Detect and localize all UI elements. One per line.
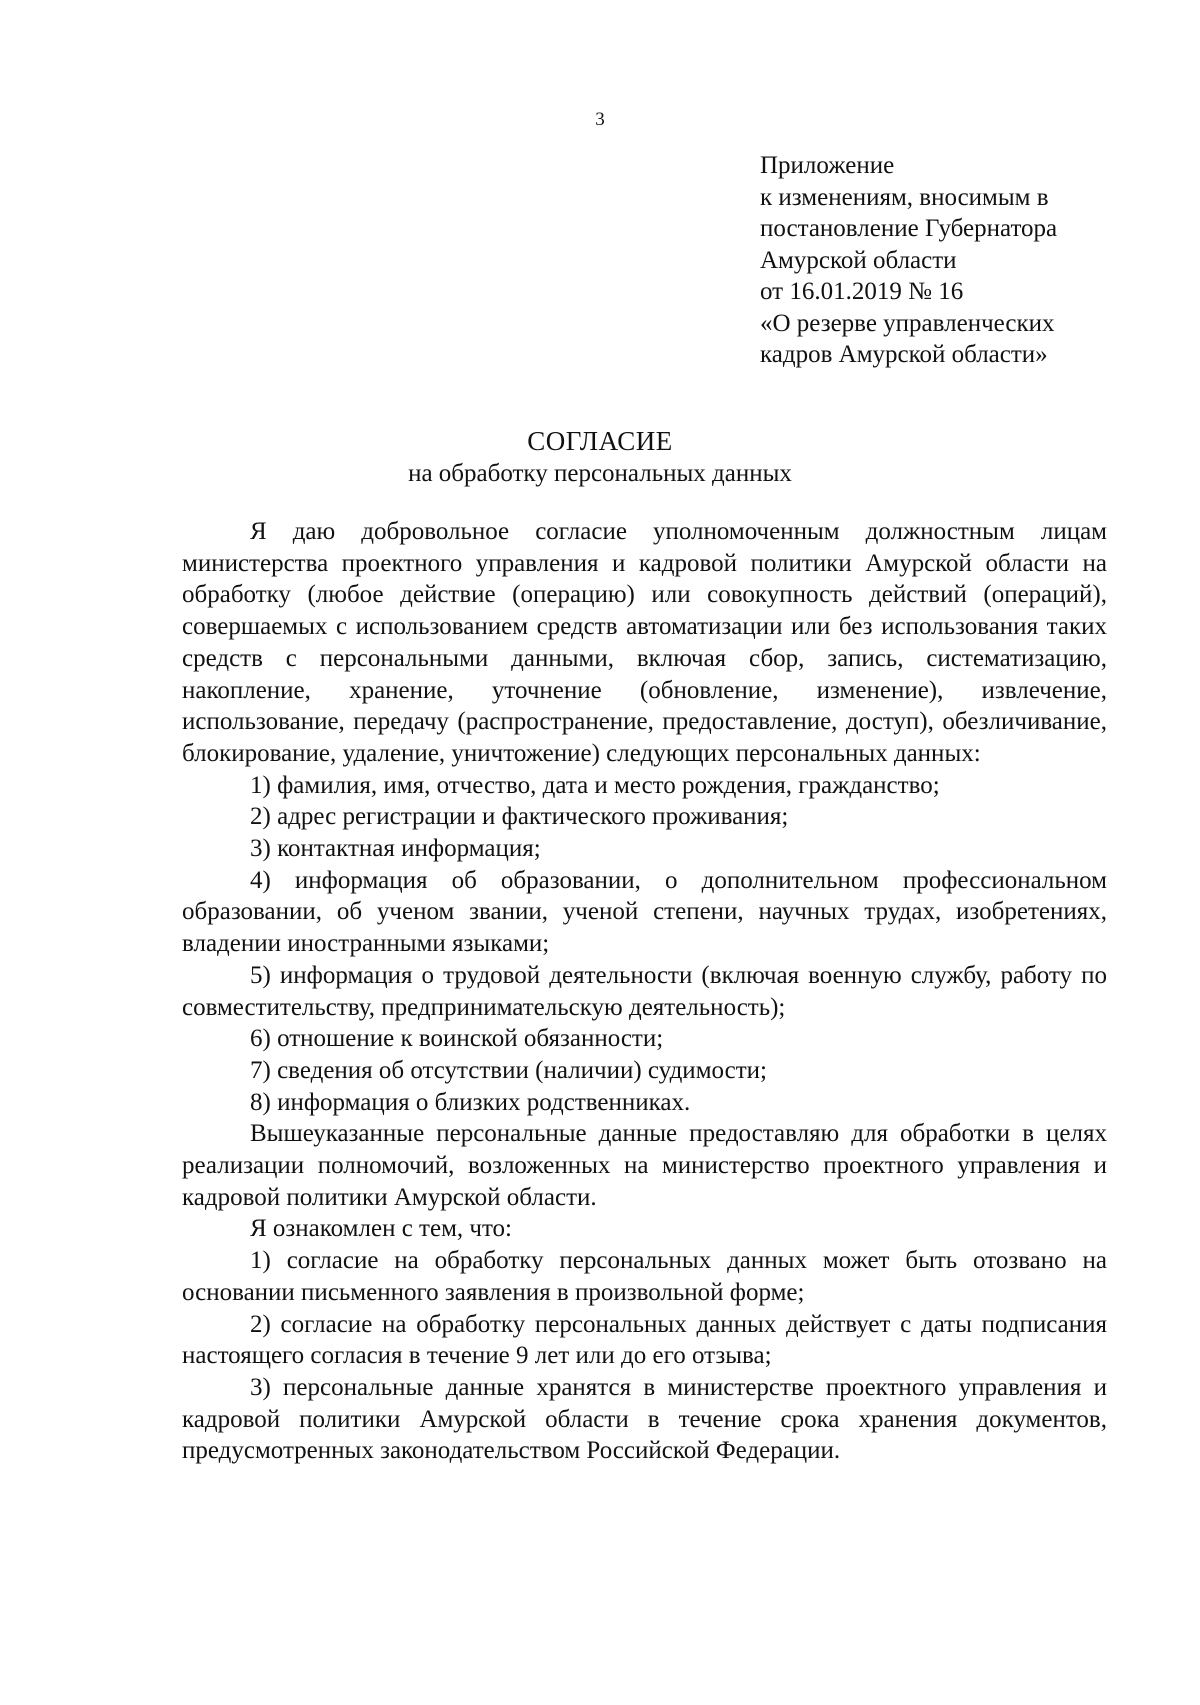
appendix-line: Приложение [760, 152, 895, 179]
appendix-line: постановление Губернатора [760, 215, 1058, 242]
purpose-paragraph: Вышеуказанные персональные данные предоставляю для обработки в целях реализации полномочий, возложенных на министерство проектного управления и кадровой политики Амурской области. [182, 1120, 1107, 1211]
document-subtitle: на обработку персональных данных [408, 460, 792, 487]
consent-paragraph: Я даю добровольное согласие уполномоченным должностным лицам министерства проектного управления и кадровой политики Амурской области на обработку (любое действие (операцию) или совокупность действий (операций), совершаемых с использованием средств автоматизации или без использования таких средств с персональными данными, включая сбор, запись, систематизацию, накопление, хранение, уточнение (обновление, изменение), извлечение, использование, передачу (распространение, предоставление, доступ), обезличивание, блокирование, удаление, уничтожение) следующих персональных данных: [182, 518, 1107, 767]
list-item: 3) персональные данные хранятся в министерстве проектного управления и кадровой политики Амурской области в течение срока хранения документов, предусмотренных законодательством Российской Федерации. [182, 1373, 1107, 1465]
acknowledgement-paragraph: Я ознакомлен с тем, что: [250, 1215, 512, 1243]
list-item: 2) согласие на обработку персональных данных действует с даты подписания настоящего согласия в течение 9 лет или до его отзыва; [182, 1310, 1107, 1370]
list-item: 4) информация об образовании, о дополнительном профессиональном образовании, об ученом звании, ученой степени, научных трудах, изобретениях, владении иностранными языками; [182, 866, 1107, 958]
list-item: 6) отношение к воинской обязанности; [250, 1025, 664, 1053]
list-item: 1) согласие на обработку персональных данных может быть отозвано на основании письменного заявления в произвольной форме; [182, 1247, 1107, 1306]
appendix-line: Амурской области [760, 246, 957, 274]
list-item: 8) информация о близких родственниках. [250, 1088, 691, 1116]
page-number: 3 [595, 109, 605, 130]
appendix-line: к изменениям, вносимым в [760, 183, 1049, 211]
appendix-line: «О резерве управленческих [760, 309, 1055, 337]
list-item: 2) адрес регистрации и фактического проживания; [250, 803, 789, 831]
appendix-line: от 16.01.2019 № 16 [760, 278, 964, 305]
document-body [182, 516, 1107, 1467]
document-title: СОГЛАСИЕ [527, 426, 673, 456]
list-item: 7) сведения об отсутствии (наличии) судимости; [250, 1056, 767, 1084]
appendix-block [760, 150, 1180, 371]
list-item: 1) фамилия, имя, отчество, дата и место рождения, гражданство; [250, 771, 940, 799]
list-item: 3) контактная информация; [250, 835, 541, 863]
list-item: 5) информация о трудовой деятельности (включая военную службу, работу по совместительству, предпринимательскую деятельность); [182, 961, 1107, 1021]
appendix-line: кадров Амурской области» [760, 341, 1048, 368]
